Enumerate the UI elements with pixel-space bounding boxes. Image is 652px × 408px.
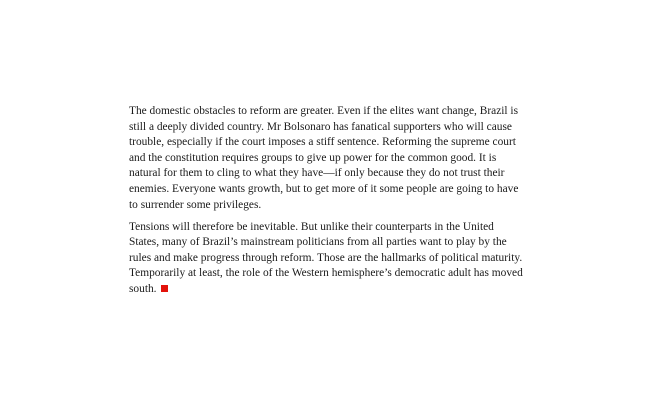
article-paragraph-1 xyxy=(129,104,519,213)
paragraph-line: still a deeply divided country. Mr Bolsonaro has fanatical supporters who will cause xyxy=(129,120,512,133)
paragraph-last-line xyxy=(129,282,509,298)
article-body xyxy=(129,104,523,304)
paragraph-line: rules and make progress through reform. Those are the hallmarks of political maturity. xyxy=(129,251,523,264)
paragraph-line: to surrender some privileges. xyxy=(129,198,262,211)
paragraph-line: The domestic obstacles to reform are greater. Even if the elites want change, Brazil is xyxy=(129,105,519,117)
article-paragraph-2 xyxy=(129,220,523,298)
paragraph-line: enemies. Everyone wants growth, but to get more of it some people are going to have xyxy=(129,182,519,195)
paragraph-line: Temporarily at least, the role of the Western hemisphere’s democratic adult has moved xyxy=(129,267,523,280)
paragraph-line: trouble, especially if the court imposes a stiff sentence. Reforming the supreme court xyxy=(129,136,516,149)
paragraph-line: natural for them to cling to what they have—if only because they do not trust their xyxy=(129,167,505,180)
red-square-end-mark-icon xyxy=(161,285,168,292)
paragraph-line-text: south. xyxy=(129,283,157,296)
paragraph-line: and the constitution requires groups to give up power for the common good. It is xyxy=(129,151,497,164)
paragraph-line: States, many of Brazil’s mainstream politicians from all parties want to play by the xyxy=(129,236,507,249)
paragraph-line: Tensions will therefore be inevitable. But unlike their counterparts in the United xyxy=(129,220,494,233)
